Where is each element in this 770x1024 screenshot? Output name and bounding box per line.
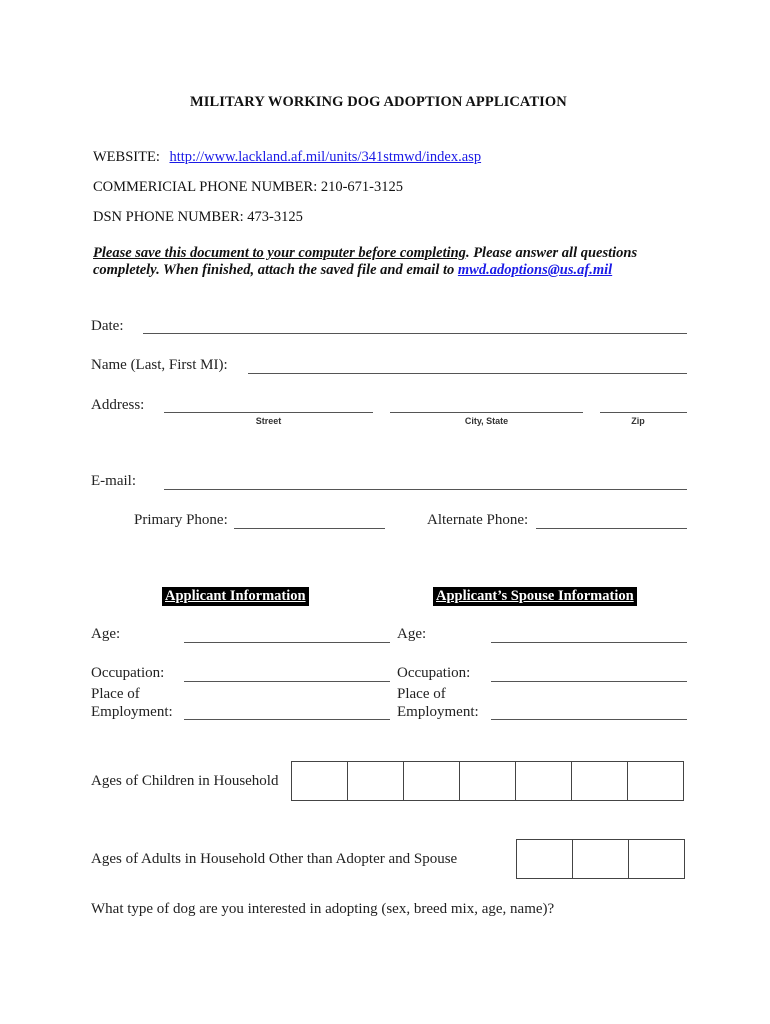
name-label: Name (Last, First MI):	[91, 357, 228, 373]
adult-age-box[interactable]	[573, 840, 629, 878]
adults-ages-label: Ages of Adults in Household Other than Adopter and Spouse	[91, 851, 458, 867]
children-ages-grid	[291, 761, 684, 801]
adult-age-box[interactable]	[517, 840, 573, 878]
applicant-age-label: Age:	[91, 626, 121, 642]
spouse-place-of-label: Place of	[397, 686, 446, 702]
spouse-occupation-label: Occupation:	[397, 665, 471, 681]
website-label: WEBSITE:	[93, 149, 160, 165]
commercial-phone: COMMERICIAL PHONE NUMBER: 210-671-3125	[93, 179, 404, 195]
children-age-box[interactable]	[628, 762, 683, 800]
alternate-phone-label: Alternate Phone:	[427, 512, 529, 528]
street-caption: Street	[255, 416, 282, 426]
page-title: MILITARY WORKING DOG ADOPTION APPLICATION	[190, 94, 567, 110]
children-age-box[interactable]	[460, 762, 516, 800]
answer-instruction: . Please answer all questions completely. When finished, attach the saved file and email to	[93, 245, 638, 278]
instructions	[93, 245, 683, 279]
children-ages-label: Ages of Children in Household	[91, 773, 279, 789]
spouse-age-field[interactable]	[491, 642, 687, 643]
website-line	[93, 149, 481, 166]
spouse-occupation-field[interactable]	[491, 681, 687, 682]
applicant-employment-label: Employment:	[91, 704, 173, 720]
children-age-box[interactable]	[572, 762, 628, 800]
city-state-field[interactable]	[390, 412, 583, 413]
date-label: Date:	[91, 318, 124, 334]
zip-field[interactable]	[600, 412, 687, 413]
applicant-employment-field[interactable]	[184, 719, 390, 720]
applicant-occupation-field[interactable]	[184, 681, 390, 682]
address-label: Address:	[91, 397, 145, 413]
save-instruction: Please save this document to your computer before completing	[93, 245, 466, 261]
dsn-phone: DSN PHONE NUMBER: 473-3125	[93, 209, 303, 225]
website-link[interactable]: http://www.lackland.af.mil/units/341stmwd/index.asp	[169, 149, 482, 165]
spouse-age-label: Age:	[397, 626, 427, 642]
children-age-box[interactable]	[292, 762, 348, 800]
zip-caption: Zip	[631, 416, 645, 426]
children-age-box[interactable]	[404, 762, 460, 800]
applicant-age-field[interactable]	[184, 642, 390, 643]
email-label: E-mail:	[91, 473, 136, 489]
applicant-place-of-label: Place of	[91, 686, 140, 702]
spouse-employment-label: Employment:	[397, 704, 479, 720]
street-field[interactable]	[164, 412, 373, 413]
applicant-info-header: Applicant Information	[162, 587, 309, 606]
email-field[interactable]	[164, 489, 687, 490]
children-age-box[interactable]	[348, 762, 404, 800]
adults-ages-grid	[516, 839, 685, 879]
primary-phone-label: Primary Phone:	[134, 512, 228, 528]
primary-phone-field[interactable]	[234, 528, 385, 529]
dog-type-question: What type of dog are you interested in adopting (sex, breed mix, age, name)?	[91, 901, 555, 917]
children-age-box[interactable]	[516, 762, 572, 800]
spouse-info-header: Applicant’s Spouse Information	[433, 587, 637, 606]
spouse-employment-field[interactable]	[491, 719, 687, 720]
adult-age-box[interactable]	[629, 840, 684, 878]
city-state-caption: City, State	[464, 416, 509, 426]
applicant-occupation-label: Occupation:	[91, 665, 165, 681]
name-field[interactable]	[248, 373, 687, 374]
alternate-phone-field[interactable]	[536, 528, 687, 529]
adoption-email-link[interactable]: mwd.adoptions@us.af.mil	[457, 262, 613, 278]
date-field[interactable]	[143, 333, 687, 334]
